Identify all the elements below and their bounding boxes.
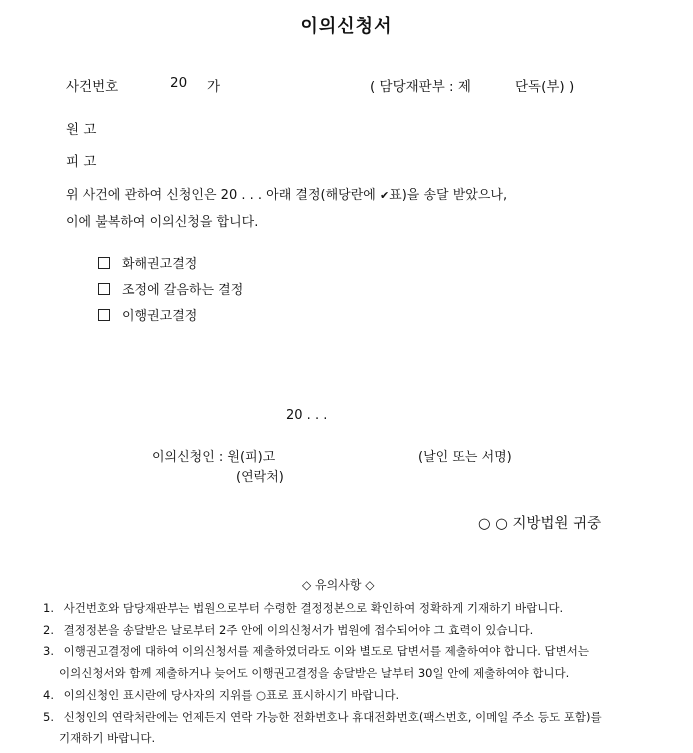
note-number: 3.	[43, 644, 54, 658]
notes-title: ◇ 유의사항 ◇	[302, 578, 375, 592]
note-number: 5.	[43, 710, 54, 724]
note-item-5	[43, 709, 602, 725]
note-text: 사건번호와 담당재판부는 법원으로부터 수령한 결정정본으로 확인하여 정확하게 기재하기 바랍니다.	[63, 601, 564, 615]
body-line-1-text: 위 사건에 관하여 신청인은 20 . . . 아래 결정(해당란에	[66, 188, 376, 203]
plaintiff-label: 원 고	[66, 122, 97, 138]
body-line-2: 이에 불복하여 이의신청을 합니다.	[66, 215, 259, 230]
contact-label: (연락처)	[236, 470, 284, 485]
note-number: 4.	[43, 688, 54, 702]
case-type: 가	[207, 79, 221, 95]
option-conciliation[interactable]	[98, 253, 197, 272]
option-label: 화해권고결정	[122, 257, 198, 272]
case-number-label: 사건번호	[66, 79, 119, 95]
filing-date: 20 . . .	[286, 408, 328, 423]
note-text: 결정정본을 송달받은 날로부터 2주 안에 이의신청서가 법원에 접수되어야 그 효력이 있습니다.	[63, 623, 534, 637]
checkbox-icon[interactable]	[98, 283, 110, 295]
note-text: 신청인의 연락처란에는 언제든지 연락 가능한 전화번호나 휴대전화번호(팩스번호, 이메일 주소 등도 포함)를	[63, 710, 602, 724]
option-label: 이행권고결정	[122, 309, 198, 324]
case-year: 20	[170, 75, 188, 91]
defendant-label: 피 고	[66, 154, 97, 170]
note-item-5-cont: 기재하기 바랍니다.	[59, 731, 156, 745]
note-text: 이의신청인 표시란에 당사자의 지위를 ○표로 표시하시기 바랍니다.	[63, 688, 400, 702]
body-line-1	[66, 184, 507, 203]
note-number: 2.	[43, 623, 54, 637]
option-mediation[interactable]	[98, 279, 243, 298]
applicant-label: 이의신청인 : 원(피)고	[152, 450, 276, 465]
checkbox-icon[interactable]	[98, 257, 110, 269]
department-suffix: 단독(부) )	[515, 79, 575, 95]
document-title: 이의신청서	[300, 16, 393, 37]
department-label: ( 담당재판부 : 제	[370, 79, 471, 95]
note-number: 1.	[43, 601, 54, 615]
note-item-4	[43, 687, 399, 703]
note-item-3	[43, 643, 589, 659]
checkbox-icon[interactable]	[98, 309, 110, 321]
option-performance[interactable]	[98, 305, 197, 324]
note-item-2	[43, 622, 533, 638]
option-label: 조정에 갈음하는 결정	[122, 283, 244, 298]
seal-label: (날인 또는 서명)	[418, 450, 512, 465]
note-item-3-cont: 이의신청서와 함께 제출하거나 늦어도 이행권고결정을 송달받은 날부터 30일 안에 제출하여야 합니다.	[59, 666, 570, 680]
court-name: ○ ○ 지방법원 귀중	[478, 516, 602, 532]
note-text: 이행권고결정에 대하여 이의신청서를 제출하였더라도 이와 별도로 답변서를 제출하여야 합니다. 답변서는	[63, 644, 589, 658]
check-mark-icon: ✔	[379, 189, 390, 202]
note-item-1	[43, 600, 563, 616]
body-line-1-text-end: 표)을 송달 받았으나,	[389, 188, 508, 203]
